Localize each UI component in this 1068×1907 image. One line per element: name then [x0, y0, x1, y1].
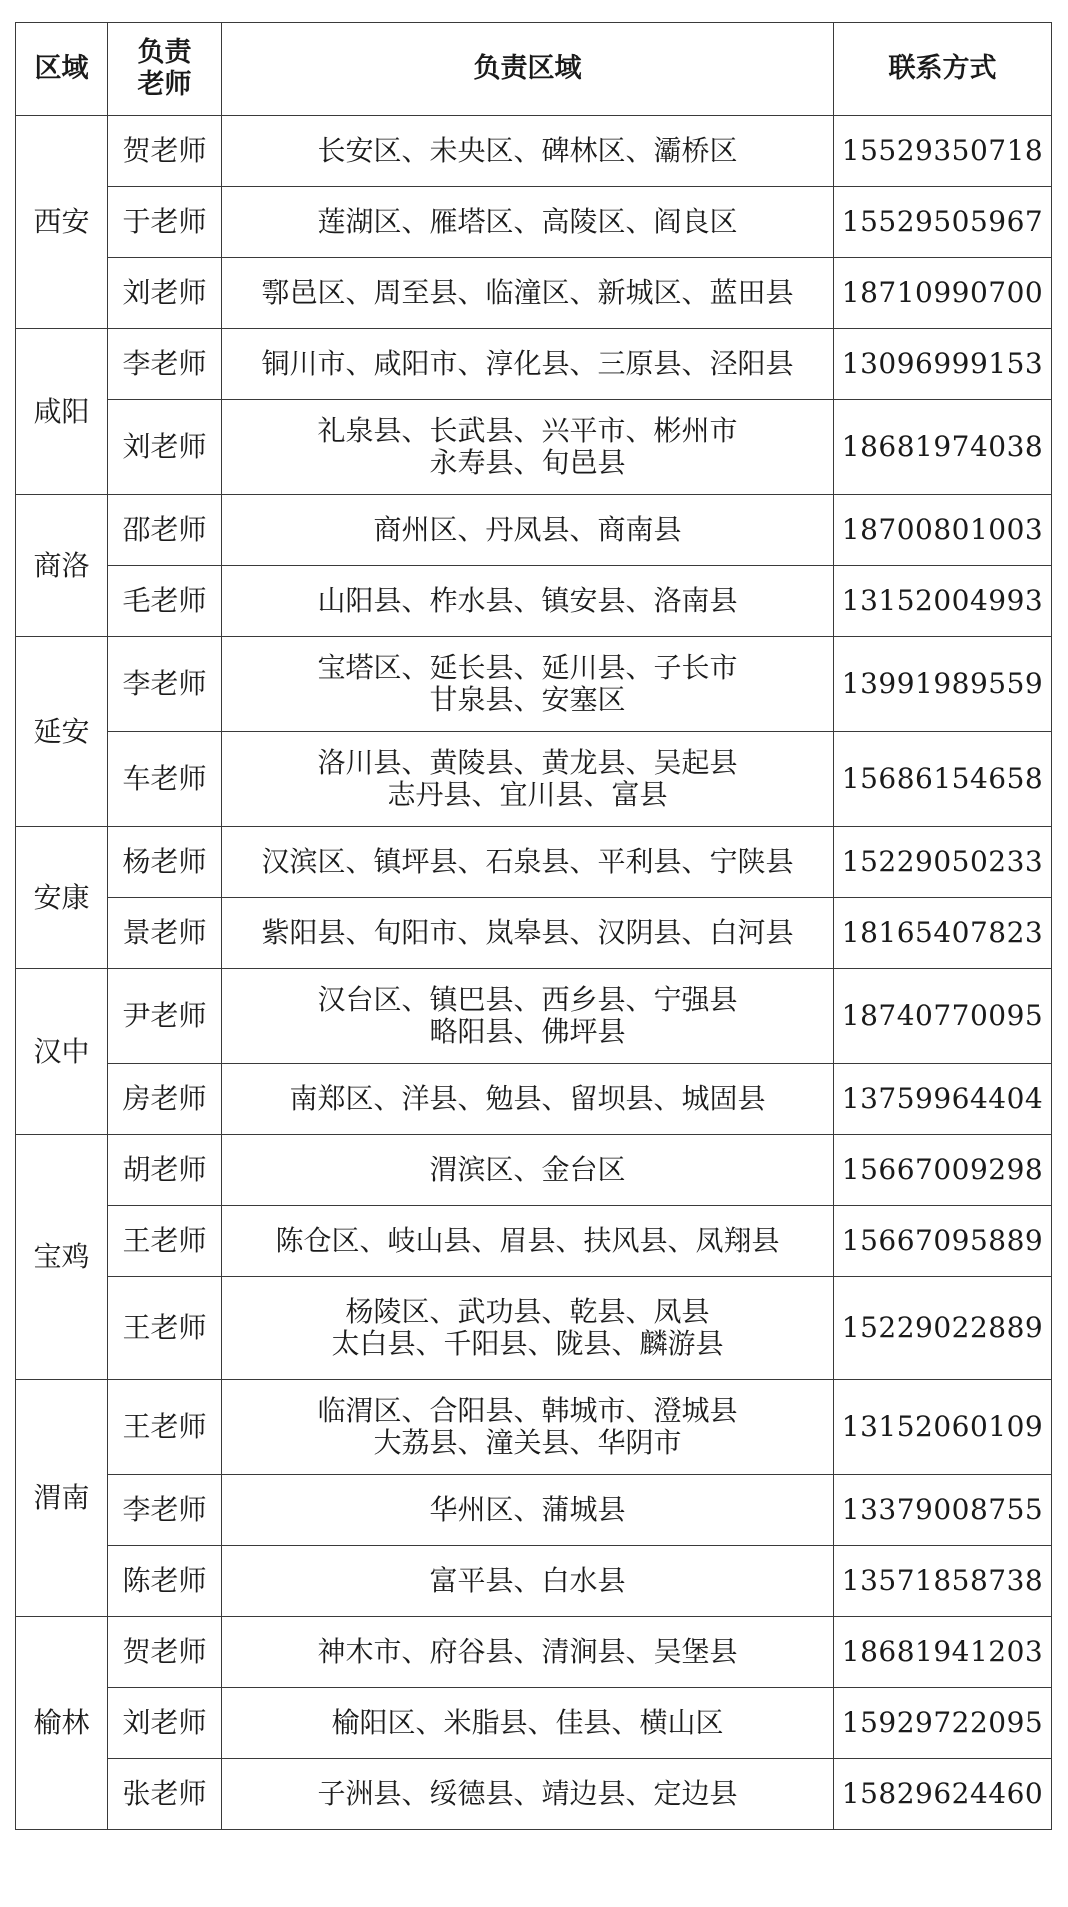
phone-cell: 15229022889 — [834, 1277, 1052, 1380]
area-cell — [222, 258, 834, 329]
teacher-cell: 刘老师 — [108, 1688, 222, 1759]
area-cell — [222, 827, 834, 898]
table-row — [16, 1546, 1052, 1617]
phone-cell: 15929722095 — [834, 1688, 1052, 1759]
area-line: 南郑区、洋县、勉县、留坝县、城固县 — [289, 1082, 766, 1115]
phone-cell: 13152004993 — [834, 566, 1052, 637]
region-cell: 渭南 — [16, 1380, 108, 1617]
header-area: 负责区域 — [222, 23, 834, 116]
table-row — [16, 1277, 1052, 1380]
table-row — [16, 495, 1052, 566]
phone-cell: 18700801003 — [834, 495, 1052, 566]
area-line: 富平县、白水县 — [429, 1564, 626, 1597]
area-cell — [222, 637, 834, 732]
teacher-cell: 李老师 — [108, 1475, 222, 1546]
table-row — [16, 1135, 1052, 1206]
teacher-cell: 车老师 — [108, 732, 222, 827]
area-line: 临渭区、合阳县、韩城市、澄城县 — [317, 1394, 738, 1427]
area-cell — [222, 566, 834, 637]
teacher-cell: 胡老师 — [108, 1135, 222, 1206]
area-line: 商州区、丹凤县、商南县 — [373, 513, 682, 546]
header-teacher-line1: 负责 — [137, 37, 192, 68]
region-cell: 榆林 — [16, 1617, 108, 1830]
area-line: 太白县、千阳县、陇县、麟游县 — [331, 1327, 724, 1360]
area-cell — [222, 400, 834, 495]
area-line: 宝塔区、延长县、延川县、子长市 — [317, 651, 738, 684]
table-row — [16, 732, 1052, 827]
phone-cell: 18165407823 — [834, 898, 1052, 969]
area-line: 永寿县、旬邑县 — [429, 446, 626, 479]
area-line: 华州区、蒲城县 — [429, 1493, 626, 1526]
table-row — [16, 116, 1052, 187]
header-row — [16, 23, 1052, 116]
region-cell: 延安 — [16, 637, 108, 827]
teacher-cell: 张老师 — [108, 1759, 222, 1830]
teacher-cell: 邵老师 — [108, 495, 222, 566]
header-region: 区域 — [16, 23, 108, 116]
area-cell — [222, 116, 834, 187]
area-cell — [222, 1380, 834, 1475]
table-row — [16, 187, 1052, 258]
area-cell — [222, 1135, 834, 1206]
teacher-cell: 王老师 — [108, 1206, 222, 1277]
area-line: 杨陵区、武功县、乾县、凤县 — [345, 1295, 710, 1328]
area-line: 略阳县、佛坪县 — [429, 1015, 626, 1048]
table-row — [16, 1380, 1052, 1475]
area-line: 陈仓区、岐山县、眉县、扶风县、凤翔县 — [275, 1224, 780, 1257]
region-cell: 汉中 — [16, 969, 108, 1135]
phone-cell: 18681974038 — [834, 400, 1052, 495]
phone-cell: 13379008755 — [834, 1475, 1052, 1546]
area-line: 神木市、府谷县、清涧县、吴堡县 — [317, 1635, 738, 1668]
area-line: 榆阳区、米脂县、佳县、横山区 — [331, 1706, 724, 1739]
table-row — [16, 969, 1052, 1064]
area-line: 汉滨区、镇坪县、石泉县、平利县、宁陕县 — [261, 845, 794, 878]
area-line: 志丹县、宜川县、富县 — [387, 778, 668, 811]
area-cell — [222, 1277, 834, 1380]
phone-cell: 15529350718 — [834, 116, 1052, 187]
area-cell — [222, 1475, 834, 1546]
header-contact: 联系方式 — [834, 23, 1052, 116]
region-cell: 咸阳 — [16, 329, 108, 495]
teacher-cell: 王老师 — [108, 1380, 222, 1475]
area-line: 甘泉县、安塞区 — [429, 683, 626, 716]
header-teacher-line2: 老师 — [137, 69, 192, 100]
teacher-cell: 刘老师 — [108, 400, 222, 495]
area-cell — [222, 495, 834, 566]
area-line: 鄠邑区、周至县、临潼区、新城区、蓝田县 — [261, 276, 794, 309]
header-teacher — [108, 23, 222, 116]
teacher-cell: 陈老师 — [108, 1546, 222, 1617]
teacher-cell: 贺老师 — [108, 1617, 222, 1688]
phone-cell: 15829624460 — [834, 1759, 1052, 1830]
region-cell: 宝鸡 — [16, 1135, 108, 1380]
table-row — [16, 1688, 1052, 1759]
area-line: 洛川县、黄陵县、黄龙县、吴起县 — [317, 746, 738, 779]
table-row — [16, 827, 1052, 898]
table-row — [16, 1475, 1052, 1546]
area-line: 礼泉县、长武县、兴平市、彬州市 — [317, 414, 738, 447]
teacher-contact-table — [15, 22, 1052, 1830]
area-cell — [222, 1688, 834, 1759]
teacher-cell: 景老师 — [108, 898, 222, 969]
teacher-cell: 杨老师 — [108, 827, 222, 898]
phone-cell: 15667009298 — [834, 1135, 1052, 1206]
table-row — [16, 329, 1052, 400]
area-cell — [222, 1206, 834, 1277]
area-line: 紫阳县、旬阳市、岚皋县、汉阴县、白河县 — [261, 916, 794, 949]
table-row — [16, 1064, 1052, 1135]
area-cell — [222, 969, 834, 1064]
table-row — [16, 258, 1052, 329]
phone-cell: 15529505967 — [834, 187, 1052, 258]
teacher-cell: 贺老师 — [108, 116, 222, 187]
teacher-cell: 王老师 — [108, 1277, 222, 1380]
phone-cell: 15686154658 — [834, 732, 1052, 827]
phone-cell: 13152060109 — [834, 1380, 1052, 1475]
area-cell — [222, 1546, 834, 1617]
area-line: 莲湖区、雁塔区、高陵区、阎良区 — [317, 205, 738, 238]
area-line: 山阳县、柞水县、镇安县、洛南县 — [317, 584, 738, 617]
region-cell: 西安 — [16, 116, 108, 329]
phone-cell: 13571858738 — [834, 1546, 1052, 1617]
area-cell — [222, 1759, 834, 1830]
region-cell: 安康 — [16, 827, 108, 969]
phone-cell: 18681941203 — [834, 1617, 1052, 1688]
area-cell — [222, 329, 834, 400]
teacher-cell: 毛老师 — [108, 566, 222, 637]
table-body — [16, 116, 1052, 1830]
teacher-cell: 刘老师 — [108, 258, 222, 329]
region-cell: 商洛 — [16, 495, 108, 637]
area-cell — [222, 187, 834, 258]
area-line: 子洲县、绥德县、靖边县、定边县 — [317, 1777, 738, 1810]
teacher-cell: 于老师 — [108, 187, 222, 258]
phone-cell: 18710990700 — [834, 258, 1052, 329]
area-line: 汉台区、镇巴县、西乡县、宁强县 — [317, 983, 738, 1016]
area-line: 大荔县、潼关县、华阴市 — [373, 1426, 682, 1459]
teacher-cell: 房老师 — [108, 1064, 222, 1135]
teacher-cell: 尹老师 — [108, 969, 222, 1064]
table-row — [16, 1206, 1052, 1277]
table-row — [16, 400, 1052, 495]
area-cell — [222, 898, 834, 969]
table-row — [16, 637, 1052, 732]
teacher-cell: 李老师 — [108, 329, 222, 400]
area-cell — [222, 1064, 834, 1135]
area-cell — [222, 1617, 834, 1688]
table-row — [16, 566, 1052, 637]
area-line: 长安区、未央区、碑林区、灞桥区 — [317, 134, 738, 167]
area-line: 铜川市、咸阳市、淳化县、三原县、泾阳县 — [261, 347, 794, 380]
table-row — [16, 1759, 1052, 1830]
phone-cell: 15229050233 — [834, 827, 1052, 898]
phone-cell: 18740770095 — [834, 969, 1052, 1064]
table-row — [16, 898, 1052, 969]
area-cell — [222, 732, 834, 827]
area-line: 渭滨区、金台区 — [429, 1153, 626, 1186]
phone-cell: 13991989559 — [834, 637, 1052, 732]
phone-cell: 15667095889 — [834, 1206, 1052, 1277]
table-row — [16, 1617, 1052, 1688]
phone-cell: 13096999153 — [834, 329, 1052, 400]
teacher-cell: 李老师 — [108, 637, 222, 732]
phone-cell: 13759964404 — [834, 1064, 1052, 1135]
